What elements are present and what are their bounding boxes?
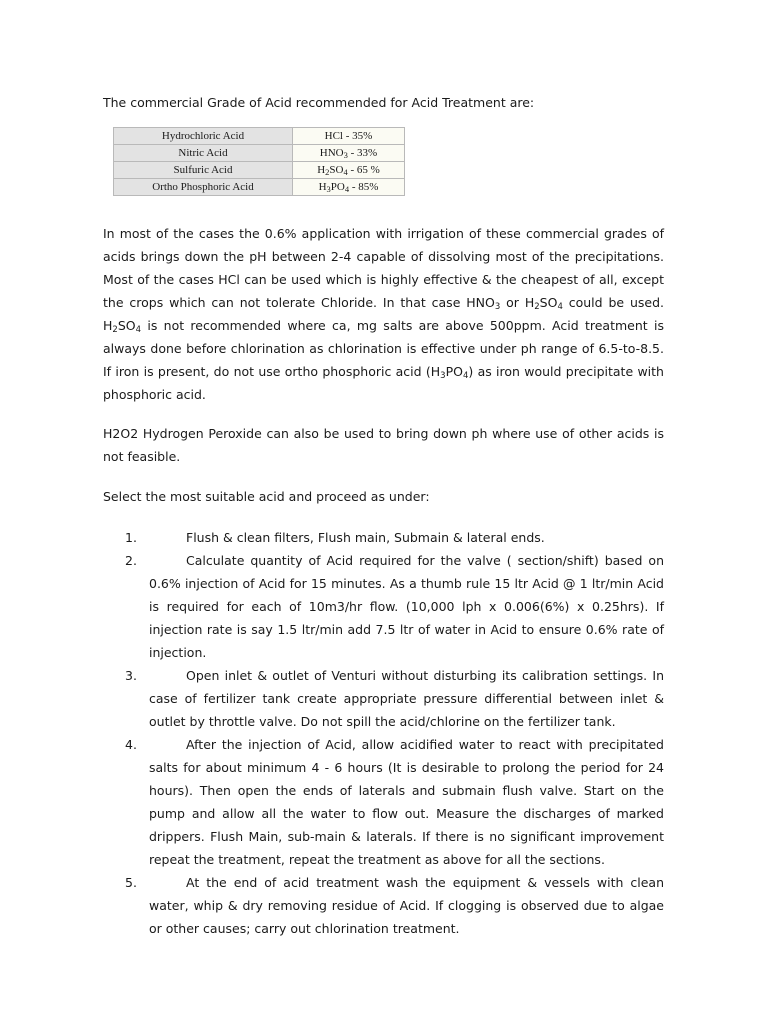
step-text: At the end of acid treatment wash the equipment & vessels with clean water, whip & dry removing residue of Acid. If clogging is observed due to algae or other causes; carry out chlorination treatment.: [149, 875, 664, 936]
step-text: Calculate quantity of Acid required for the valve ( section/shift) based on 0.6% injection of Acid for 15 minutes. As a thumb rule 15 ltr Acid @ 1 ltr/min Acid is required for each of 10m3/hr flow. (10,000 lph x 0.006(6%) x 0.25hrs). If injection rate is say 1.5 ltr/min add 7.5 ltr of water in Acid to ensure 0.6% rate of injection.: [149, 553, 664, 660]
step-text: Flush & clean filters, Flush main, Submain & lateral ends.: [186, 530, 545, 545]
acid-name-cell: Sulfuric Acid: [114, 162, 293, 179]
acid-name-cell: Hydrochloric Acid: [114, 128, 293, 145]
table-row: [114, 162, 405, 179]
list-item: [103, 871, 664, 940]
list-item: [103, 549, 664, 664]
acid-name-cell: Nitric Acid: [114, 145, 293, 162]
step-number: 3.: [125, 668, 137, 683]
list-item: [103, 526, 664, 549]
list-item: [103, 733, 664, 871]
acid-grade-table: [113, 127, 405, 196]
paragraph-select-acid: Select the most suitable acid and proceed as under:: [103, 489, 430, 504]
step-number: 1.: [125, 530, 137, 545]
step-number: 2.: [125, 553, 137, 568]
paragraph-hydrogen-peroxide: H2O2 Hydrogen Peroxide can also be used to bring down ph where use of other acids is not feasible.: [103, 426, 664, 464]
procedure-steps-list: [103, 526, 664, 940]
list-item: [103, 664, 664, 733]
table-row: [114, 179, 405, 196]
acid-formula-cell: $HNO_3 - 33\%$: [293, 145, 405, 162]
acid-formula-cell: $H_3PO_4 - 85\%$: [293, 179, 405, 196]
table-row: [114, 128, 405, 145]
step-text: After the injection of Acid, allow acidified water to react with precipitated salts for about minimum 4 - 6 hours (It is desirable to prolong the period for 24 hours). Then open the ends of laterals and submain flush valve. Start on the pump and allow all the water to flow out. Measure the discharges of marked drippers. Flush Main, sub-main & laterals. If there is no significant improvement repeat the treatment, repeat the treatment as above for all the sections.: [149, 737, 664, 867]
intro-text: The commercial Grade of Acid recommended for Acid Treatment are:: [103, 95, 535, 110]
acid-formula-cell: $H_2SO_4 - 65$ %: [293, 162, 405, 179]
acid-formula-cell: HCl - 35%: [293, 128, 405, 145]
table-row: [114, 145, 405, 162]
acid-name-cell: Ortho Phosphoric Acid: [114, 179, 293, 196]
step-number: 4.: [125, 737, 137, 752]
paragraph-acid-application: In most of the cases the 0.6% application with irrigation of these commercial grades of acids brings down the pH between 2-4 capable of dissolving most of the precipitations. Most of the cases HCl can be used which is highly effective & the cheapest of all, except the crops which can not tolerate Chloride. In that case $HNO_3$ or $H_2SO_4$ could be used. $H_2SO_4$ is not recommended where ca, mg salts are above 500ppm. Acid treatment is always done before chlorination as chlorination is effective under ph range of 6.5-to-8.5. If iron is present, do not use ortho phosphoric acid $(H_3PO_4)$ as iron would precipitate with phosphoric acid.: [103, 226, 664, 402]
step-text: Open inlet & outlet of Venturi without disturbing its calibration settings. In case of fertilizer tank create appropriate pressure differential between inlet & outlet by throttle valve. Do not spill the acid/chlorine on the fertilizer tank.: [149, 668, 664, 729]
step-number: 5.: [125, 875, 137, 890]
